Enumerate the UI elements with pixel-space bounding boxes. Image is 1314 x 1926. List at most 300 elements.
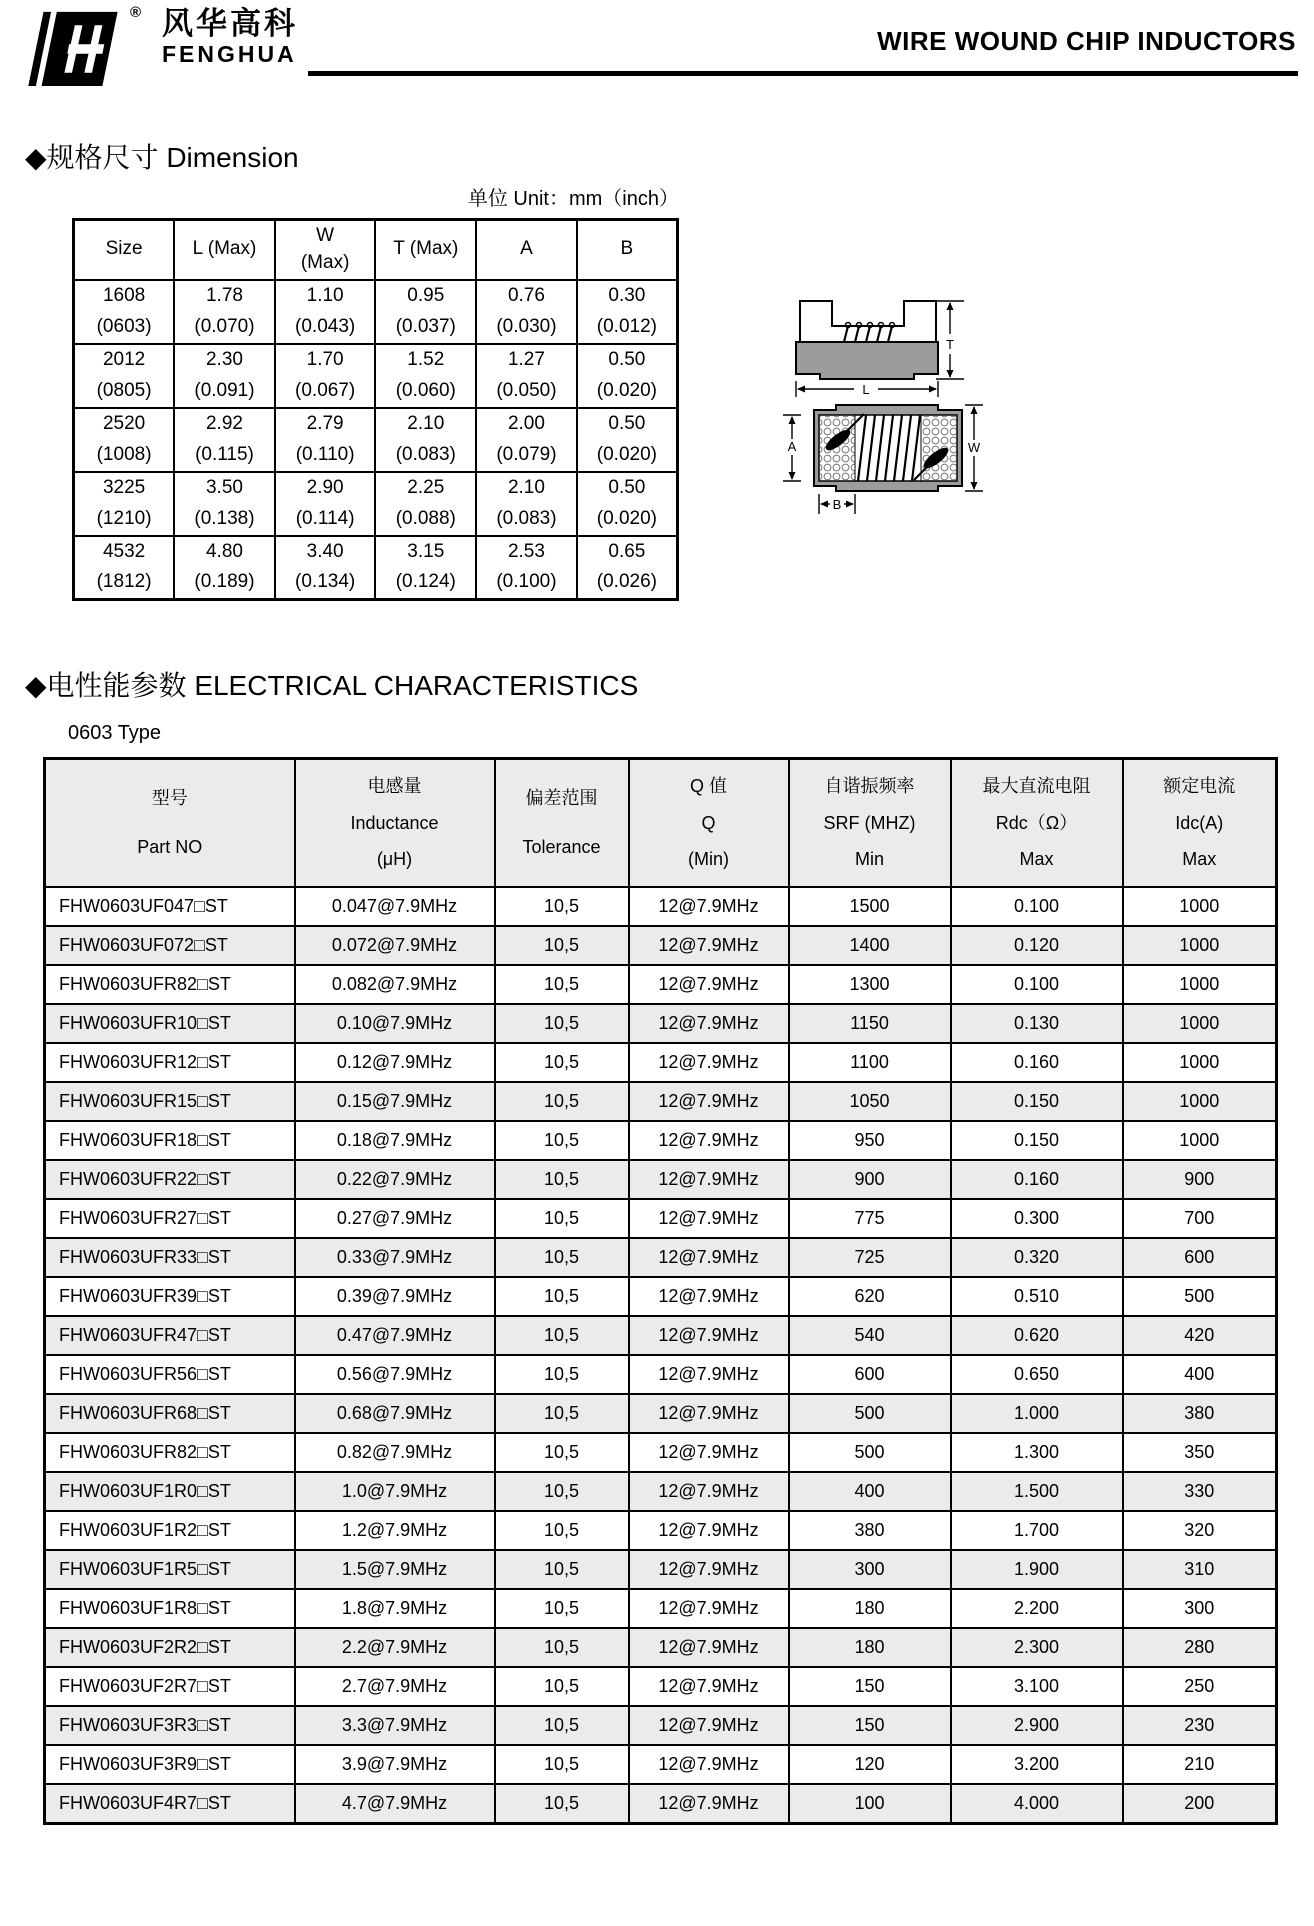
dimension-cell <box>74 344 175 408</box>
dimension-cell <box>476 408 577 472</box>
electrical-section-heading: ◆电性能参数 ELECTRICAL CHARACTERISTICS <box>25 670 639 701</box>
spec-cell: 500 <box>789 1433 951 1472</box>
dimension-cell <box>275 472 376 536</box>
spec-cell: 0.47@7.9MHz <box>295 1316 495 1355</box>
electrical-table-row <box>45 1433 1277 1472</box>
cell-line: (0.134) <box>295 571 356 593</box>
spec-cell: 2.2@7.9MHz <box>295 1628 495 1667</box>
electrical-table-row <box>45 1043 1277 1082</box>
dimension-cell <box>375 536 476 600</box>
cell-line: 4.80 <box>205 540 243 562</box>
cell-line: 额定电流 <box>1163 775 1236 796</box>
spec-cell: 1000 <box>1123 926 1277 965</box>
cell-line: Q <box>701 812 716 833</box>
dimension-column-header <box>476 220 577 280</box>
electrical-table-row <box>45 1082 1277 1121</box>
spec-cell: 0.300 <box>951 1199 1123 1238</box>
spec-cell: 600 <box>789 1355 951 1394</box>
spec-cell: 10,5 <box>495 1433 629 1472</box>
cell-line: (1210) <box>96 507 152 529</box>
part-no-cell: FHW0603UF072□ST <box>45 926 295 965</box>
spec-cell: 12@7.9MHz <box>629 1043 789 1082</box>
dimension-cell <box>174 408 275 472</box>
cell-line: 0.50 <box>608 413 646 435</box>
cell-line: (0.138) <box>194 507 255 529</box>
header-cell-lines <box>630 760 788 886</box>
spec-cell: 0.082@7.9MHz <box>295 965 495 1004</box>
cell-line: (0.079) <box>496 443 557 465</box>
spec-cell: 320 <box>1123 1511 1277 1550</box>
cell-line: (0.124) <box>395 571 456 593</box>
electrical-table-row <box>45 1472 1277 1511</box>
electrical-table-row <box>45 1316 1277 1355</box>
spec-cell: 150 <box>789 1667 951 1706</box>
logo-chinese-name: 风华高科 <box>162 6 298 41</box>
cell-line: Inductance <box>350 812 439 833</box>
cell-line: Part NO <box>137 837 203 858</box>
registered-trademark: ® <box>130 4 142 21</box>
spec-cell: 12@7.9MHz <box>629 1550 789 1589</box>
dimension-table-row <box>74 472 678 536</box>
electrical-table-row <box>45 1238 1277 1277</box>
dimension-cell <box>476 280 577 344</box>
dimension-cell <box>74 472 175 536</box>
dim-label-w: W <box>967 440 981 455</box>
spec-cell: 10,5 <box>495 1667 629 1706</box>
dimension-column-header <box>74 220 175 280</box>
spec-cell: 12@7.9MHz <box>629 1667 789 1706</box>
spec-cell: 12@7.9MHz <box>629 1004 789 1043</box>
cell-line: A <box>520 238 533 260</box>
dimension-cell <box>577 280 678 344</box>
cell-line: 3.50 <box>205 477 243 499</box>
cell-line: 偏差范围 <box>525 788 598 809</box>
dimension-cell <box>275 408 376 472</box>
spec-cell: 200 <box>1123 1784 1277 1823</box>
electrical-table-head-row <box>45 759 1277 888</box>
spec-cell: 250 <box>1123 1667 1277 1706</box>
spec-cell: 10,5 <box>495 1706 629 1745</box>
spec-cell: 12@7.9MHz <box>629 1355 789 1394</box>
spec-cell: 3.100 <box>951 1667 1123 1706</box>
spec-cell: 1.0@7.9MHz <box>295 1472 495 1511</box>
dimension-table <box>72 218 679 601</box>
spec-cell: 12@7.9MHz <box>629 1316 789 1355</box>
spec-cell: 10,5 <box>495 1199 629 1238</box>
dimension-column-header <box>375 220 476 280</box>
dim-label-b: B <box>832 497 842 512</box>
cell-line: (0.070) <box>194 315 255 337</box>
spec-cell: 1500 <box>789 887 951 926</box>
cell-line: 3225 <box>102 477 146 499</box>
spec-cell: 180 <box>789 1589 951 1628</box>
dimension-section-heading: ◆规格尺寸 Dimension <box>25 142 299 173</box>
electrical-table-row <box>45 1745 1277 1784</box>
dimension-cell <box>275 344 376 408</box>
logo-english-name: FENGHUA <box>162 41 297 67</box>
spec-cell: 100 <box>789 1784 951 1823</box>
part-no-cell: FHW0603UF047□ST <box>45 887 295 926</box>
cell-line: (0.088) <box>395 507 456 529</box>
spec-cell: 310 <box>1123 1550 1277 1589</box>
spec-cell: 1000 <box>1123 1004 1277 1043</box>
spec-cell: 725 <box>789 1238 951 1277</box>
dimension-cell <box>375 280 476 344</box>
part-no-cell: FHW0603UF2R7□ST <box>45 1667 295 1706</box>
electrical-table-row <box>45 1004 1277 1043</box>
spec-cell: 900 <box>789 1160 951 1199</box>
electrical-table-row <box>45 1121 1277 1160</box>
spec-cell: 10,5 <box>495 1745 629 1784</box>
spec-cell: 0.33@7.9MHz <box>295 1238 495 1277</box>
dimension-table-row <box>74 536 678 600</box>
spec-cell: 1.900 <box>951 1550 1123 1589</box>
electrical-table-wrapper <box>43 757 1278 1825</box>
spec-cell: 380 <box>789 1511 951 1550</box>
spec-cell: 10,5 <box>495 926 629 965</box>
part-no-cell: FHW0603UFR68□ST <box>45 1394 295 1433</box>
cell-line: 0.30 <box>608 285 646 307</box>
cell-line: (Min) <box>688 849 729 870</box>
spec-cell: 0.047@7.9MHz <box>295 887 495 926</box>
spec-cell: 10,5 <box>495 1589 629 1628</box>
spec-cell: 12@7.9MHz <box>629 1433 789 1472</box>
cell-line: 1.52 <box>407 349 445 371</box>
spec-cell: 1.000 <box>951 1394 1123 1433</box>
fenghua-logo-svg <box>22 10 122 86</box>
part-no-cell: FHW0603UFR82□ST <box>45 965 295 1004</box>
spec-cell: 12@7.9MHz <box>629 1628 789 1667</box>
spec-cell: 300 <box>789 1550 951 1589</box>
cell-line: Rdc（Ω） <box>995 812 1078 833</box>
cell-line: (0.012) <box>596 315 657 337</box>
cell-line: 0.50 <box>608 349 646 371</box>
spec-cell: 500 <box>1123 1277 1277 1316</box>
dimension-cell <box>174 536 275 600</box>
spec-cell: 10,5 <box>495 1160 629 1199</box>
cell-line: L (Max) <box>192 238 257 260</box>
electrical-column-header <box>629 759 789 888</box>
spec-cell: 0.100 <box>951 965 1123 1004</box>
cell-line: Max <box>1019 849 1054 870</box>
dimension-column-header <box>577 220 678 280</box>
spec-cell: 0.320 <box>951 1238 1123 1277</box>
part-no-cell: FHW0603UF1R8□ST <box>45 1589 295 1628</box>
spec-cell: 540 <box>789 1316 951 1355</box>
cell-line: (μH) <box>376 849 413 870</box>
cell-line: Idc(A) <box>1175 812 1224 833</box>
spec-cell: 900 <box>1123 1160 1277 1199</box>
part-no-cell: FHW0603UFR33□ST <box>45 1238 295 1277</box>
spec-cell: 10,5 <box>495 1004 629 1043</box>
dimension-cell <box>74 536 175 600</box>
cell-line: 型号 <box>151 788 188 809</box>
spec-cell: 950 <box>789 1121 951 1160</box>
dimension-cell <box>174 280 275 344</box>
part-no-cell: FHW0603UFR39□ST <box>45 1277 295 1316</box>
spec-cell: 0.39@7.9MHz <box>295 1277 495 1316</box>
inductor-side-view-diagram <box>778 282 983 405</box>
dimension-cell <box>275 280 376 344</box>
spec-cell: 180 <box>789 1628 951 1667</box>
spec-cell: 3.3@7.9MHz <box>295 1706 495 1745</box>
dimension-cell <box>476 472 577 536</box>
electrical-column-header <box>495 759 629 888</box>
cell-line: (0.110) <box>295 443 355 465</box>
spec-cell: 300 <box>1123 1589 1277 1628</box>
cell-line: 最大直流电阻 <box>982 775 1091 796</box>
header-cell-lines <box>496 760 628 886</box>
dimension-cell <box>74 280 175 344</box>
spec-cell: 10,5 <box>495 1355 629 1394</box>
cell-line: (0805) <box>96 379 152 401</box>
dimension-column-header <box>275 220 376 280</box>
unit-note: 单位 Unit：mm（inch） <box>467 188 679 210</box>
cell-line: 2.53 <box>507 540 545 562</box>
cell-line: (0.020) <box>596 379 657 401</box>
spec-cell: 10,5 <box>495 1394 629 1433</box>
spec-cell: 10,5 <box>495 1316 629 1355</box>
cell-line: 2.90 <box>306 477 344 499</box>
cell-line: 4532 <box>102 540 146 562</box>
spec-cell: 0.650 <box>951 1355 1123 1394</box>
header-cell-lines <box>790 760 950 886</box>
spec-cell: 12@7.9MHz <box>629 1784 789 1823</box>
dimension-cell <box>476 536 577 600</box>
cell-line: 2.92 <box>205 413 243 435</box>
cell-line: 自谐振频率 <box>824 775 915 796</box>
electrical-table-row <box>45 1784 1277 1823</box>
spec-cell: 1.5@7.9MHz <box>295 1550 495 1589</box>
dim-label-a: A <box>787 439 797 454</box>
spec-cell: 0.150 <box>951 1082 1123 1121</box>
spec-cell: 775 <box>789 1199 951 1238</box>
spec-cell: 600 <box>1123 1238 1277 1277</box>
electrical-table <box>43 757 1278 1825</box>
spec-cell: 0.56@7.9MHz <box>295 1355 495 1394</box>
part-no-cell: FHW0603UF1R0□ST <box>45 1472 295 1511</box>
cell-line: Tolerance <box>522 837 601 858</box>
cell-line: (0.026) <box>596 571 657 593</box>
cell-line: (0.189) <box>194 571 255 593</box>
inductor-top-view-diagram <box>778 400 988 523</box>
cell-line: 2.30 <box>205 349 243 371</box>
spec-cell: 0.15@7.9MHz <box>295 1082 495 1121</box>
part-no-cell: FHW0603UFR18□ST <box>45 1121 295 1160</box>
electrical-table-row <box>45 1628 1277 1667</box>
spec-cell: 500 <box>789 1394 951 1433</box>
spec-cell: 12@7.9MHz <box>629 887 789 926</box>
cell-line: (1008) <box>96 443 152 465</box>
cell-line: (0.050) <box>496 379 557 401</box>
spec-cell: 0.160 <box>951 1043 1123 1082</box>
cell-line: 2520 <box>102 413 146 435</box>
cell-line: (0.115) <box>195 443 254 465</box>
spec-cell: 210 <box>1123 1745 1277 1784</box>
cell-line: 0.50 <box>608 477 646 499</box>
dimension-cell <box>577 536 678 600</box>
spec-cell: 120 <box>789 1745 951 1784</box>
dimension-cell <box>375 408 476 472</box>
spec-cell: 10,5 <box>495 1082 629 1121</box>
spec-cell: 1.2@7.9MHz <box>295 1511 495 1550</box>
cell-line: 3.40 <box>306 540 344 562</box>
cell-line: (0.083) <box>395 443 456 465</box>
spec-cell: 700 <box>1123 1199 1277 1238</box>
header-cell-lines <box>296 760 494 886</box>
spec-cell: 1000 <box>1123 1043 1277 1082</box>
cell-line: 2.00 <box>507 413 545 435</box>
spec-cell: 3.200 <box>951 1745 1123 1784</box>
spec-cell: 0.160 <box>951 1160 1123 1199</box>
spec-cell: 1.700 <box>951 1511 1123 1550</box>
spec-cell: 12@7.9MHz <box>629 926 789 965</box>
spec-cell: 1050 <box>789 1082 951 1121</box>
electrical-table-body <box>45 887 1277 1823</box>
cell-line: 2.79 <box>306 413 344 435</box>
part-no-cell: FHW0603UFR56□ST <box>45 1355 295 1394</box>
spec-cell: 10,5 <box>495 1628 629 1667</box>
electrical-table-row <box>45 1589 1277 1628</box>
part-no-cell: FHW0603UFR22□ST <box>45 1160 295 1199</box>
electrical-column-header <box>295 759 495 888</box>
spec-cell: 10,5 <box>495 1472 629 1511</box>
cell-line: 1608 <box>102 285 146 307</box>
cell-line: (0.083) <box>496 507 557 529</box>
spec-cell: 0.072@7.9MHz <box>295 926 495 965</box>
header-cell-lines <box>952 760 1122 886</box>
spec-cell: 10,5 <box>495 1238 629 1277</box>
spec-cell: 12@7.9MHz <box>629 1277 789 1316</box>
dimension-cell <box>577 408 678 472</box>
dimension-table-row <box>74 280 678 344</box>
electrical-column-header <box>1123 759 1277 888</box>
fenghua-logo-icon <box>22 10 122 91</box>
spec-cell: 1150 <box>789 1004 951 1043</box>
spec-cell: 2.900 <box>951 1706 1123 1745</box>
cell-line: (0.060) <box>395 379 456 401</box>
cell-line: 1.78 <box>205 285 243 307</box>
spec-cell: 12@7.9MHz <box>629 1238 789 1277</box>
spec-cell: 0.68@7.9MHz <box>295 1394 495 1433</box>
dimension-table-row <box>74 408 678 472</box>
cell-line: SRF (MHZ) <box>823 812 916 833</box>
electrical-table-row <box>45 1394 1277 1433</box>
cell-line: 0.65 <box>608 540 646 562</box>
dimension-table-wrapper <box>72 218 679 601</box>
cell-line: 2.25 <box>407 477 445 499</box>
dimension-table-row <box>74 344 678 408</box>
part-no-cell: FHW0603UF1R5□ST <box>45 1550 295 1589</box>
top-view-svg <box>778 400 988 518</box>
electrical-column-header <box>951 759 1123 888</box>
spec-cell: 0.27@7.9MHz <box>295 1199 495 1238</box>
spec-cell: 12@7.9MHz <box>629 1199 789 1238</box>
spec-cell: 0.12@7.9MHz <box>295 1043 495 1082</box>
spec-cell: 0.510 <box>951 1277 1123 1316</box>
cell-line: 0.95 <box>407 285 445 307</box>
spec-cell: 1400 <box>789 926 951 965</box>
cell-line: B <box>620 238 634 260</box>
cell-line: (0.043) <box>295 315 356 337</box>
spec-cell: 12@7.9MHz <box>629 1394 789 1433</box>
cell-line: (0.037) <box>395 315 456 337</box>
spec-cell: 10,5 <box>495 1277 629 1316</box>
cell-line: (0.020) <box>596 507 657 529</box>
spec-cell: 1000 <box>1123 1121 1277 1160</box>
header-cell-lines <box>1124 760 1276 886</box>
cell-line: Size <box>105 238 143 260</box>
spec-cell: 1.500 <box>951 1472 1123 1511</box>
cell-line: (0.020) <box>596 443 657 465</box>
spec-cell: 150 <box>789 1706 951 1745</box>
spec-cell: 1000 <box>1123 965 1277 1004</box>
dimension-cell <box>375 472 476 536</box>
header-cell-lines <box>46 760 294 886</box>
spec-cell: 0.120 <box>951 926 1123 965</box>
spec-cell: 0.620 <box>951 1316 1123 1355</box>
cell-line: T (Max) <box>393 238 459 260</box>
cell-line: Min <box>854 849 884 870</box>
spec-cell: 1300 <box>789 965 951 1004</box>
spec-cell: 1100 <box>789 1043 951 1082</box>
spec-cell: 12@7.9MHz <box>629 1511 789 1550</box>
dimension-cell <box>275 536 376 600</box>
spec-cell: 400 <box>1123 1355 1277 1394</box>
spec-cell: 1000 <box>1123 887 1277 926</box>
electrical-column-header <box>789 759 951 888</box>
cell-line: 1.70 <box>306 349 344 371</box>
spec-cell: 330 <box>1123 1472 1277 1511</box>
spec-cell: 10,5 <box>495 965 629 1004</box>
spec-cell: 0.100 <box>951 887 1123 926</box>
part-no-cell: FHW0603UFR15□ST <box>45 1082 295 1121</box>
electrical-table-row <box>45 1550 1277 1589</box>
dimension-table-head-row <box>74 220 678 280</box>
cell-line: (0.030) <box>496 315 557 337</box>
spec-cell: 350 <box>1123 1433 1277 1472</box>
spec-cell: 2.7@7.9MHz <box>295 1667 495 1706</box>
spec-cell: 280 <box>1123 1628 1277 1667</box>
cell-line: Max <box>1182 849 1217 870</box>
spec-cell: 0.18@7.9MHz <box>295 1121 495 1160</box>
header-rule <box>308 71 1298 76</box>
spec-cell: 12@7.9MHz <box>629 1589 789 1628</box>
dimension-table-body <box>74 280 678 600</box>
dimension-cell <box>375 344 476 408</box>
electrical-table-row <box>45 926 1277 965</box>
side-view-svg <box>778 282 983 400</box>
electrical-table-row <box>45 1199 1277 1238</box>
electrical-table-row <box>45 1277 1277 1316</box>
spec-cell: 380 <box>1123 1394 1277 1433</box>
spec-cell: 4.000 <box>951 1784 1123 1823</box>
electrical-table-row <box>45 965 1277 1004</box>
dimension-cell <box>476 344 577 408</box>
spec-cell: 1000 <box>1123 1082 1277 1121</box>
logo-text <box>162 8 298 66</box>
spec-cell: 0.130 <box>951 1004 1123 1043</box>
spec-cell: 12@7.9MHz <box>629 1121 789 1160</box>
part-no-cell: FHW0603UFR12□ST <box>45 1043 295 1082</box>
electrical-table-row <box>45 1160 1277 1199</box>
part-no-cell: FHW0603UFR82□ST <box>45 1433 295 1472</box>
part-no-cell: FHW0603UFR27□ST <box>45 1199 295 1238</box>
spec-cell: 1.8@7.9MHz <box>295 1589 495 1628</box>
cell-line: 1.10 <box>306 285 344 307</box>
dimension-cell <box>577 472 678 536</box>
spec-cell: 10,5 <box>495 1511 629 1550</box>
